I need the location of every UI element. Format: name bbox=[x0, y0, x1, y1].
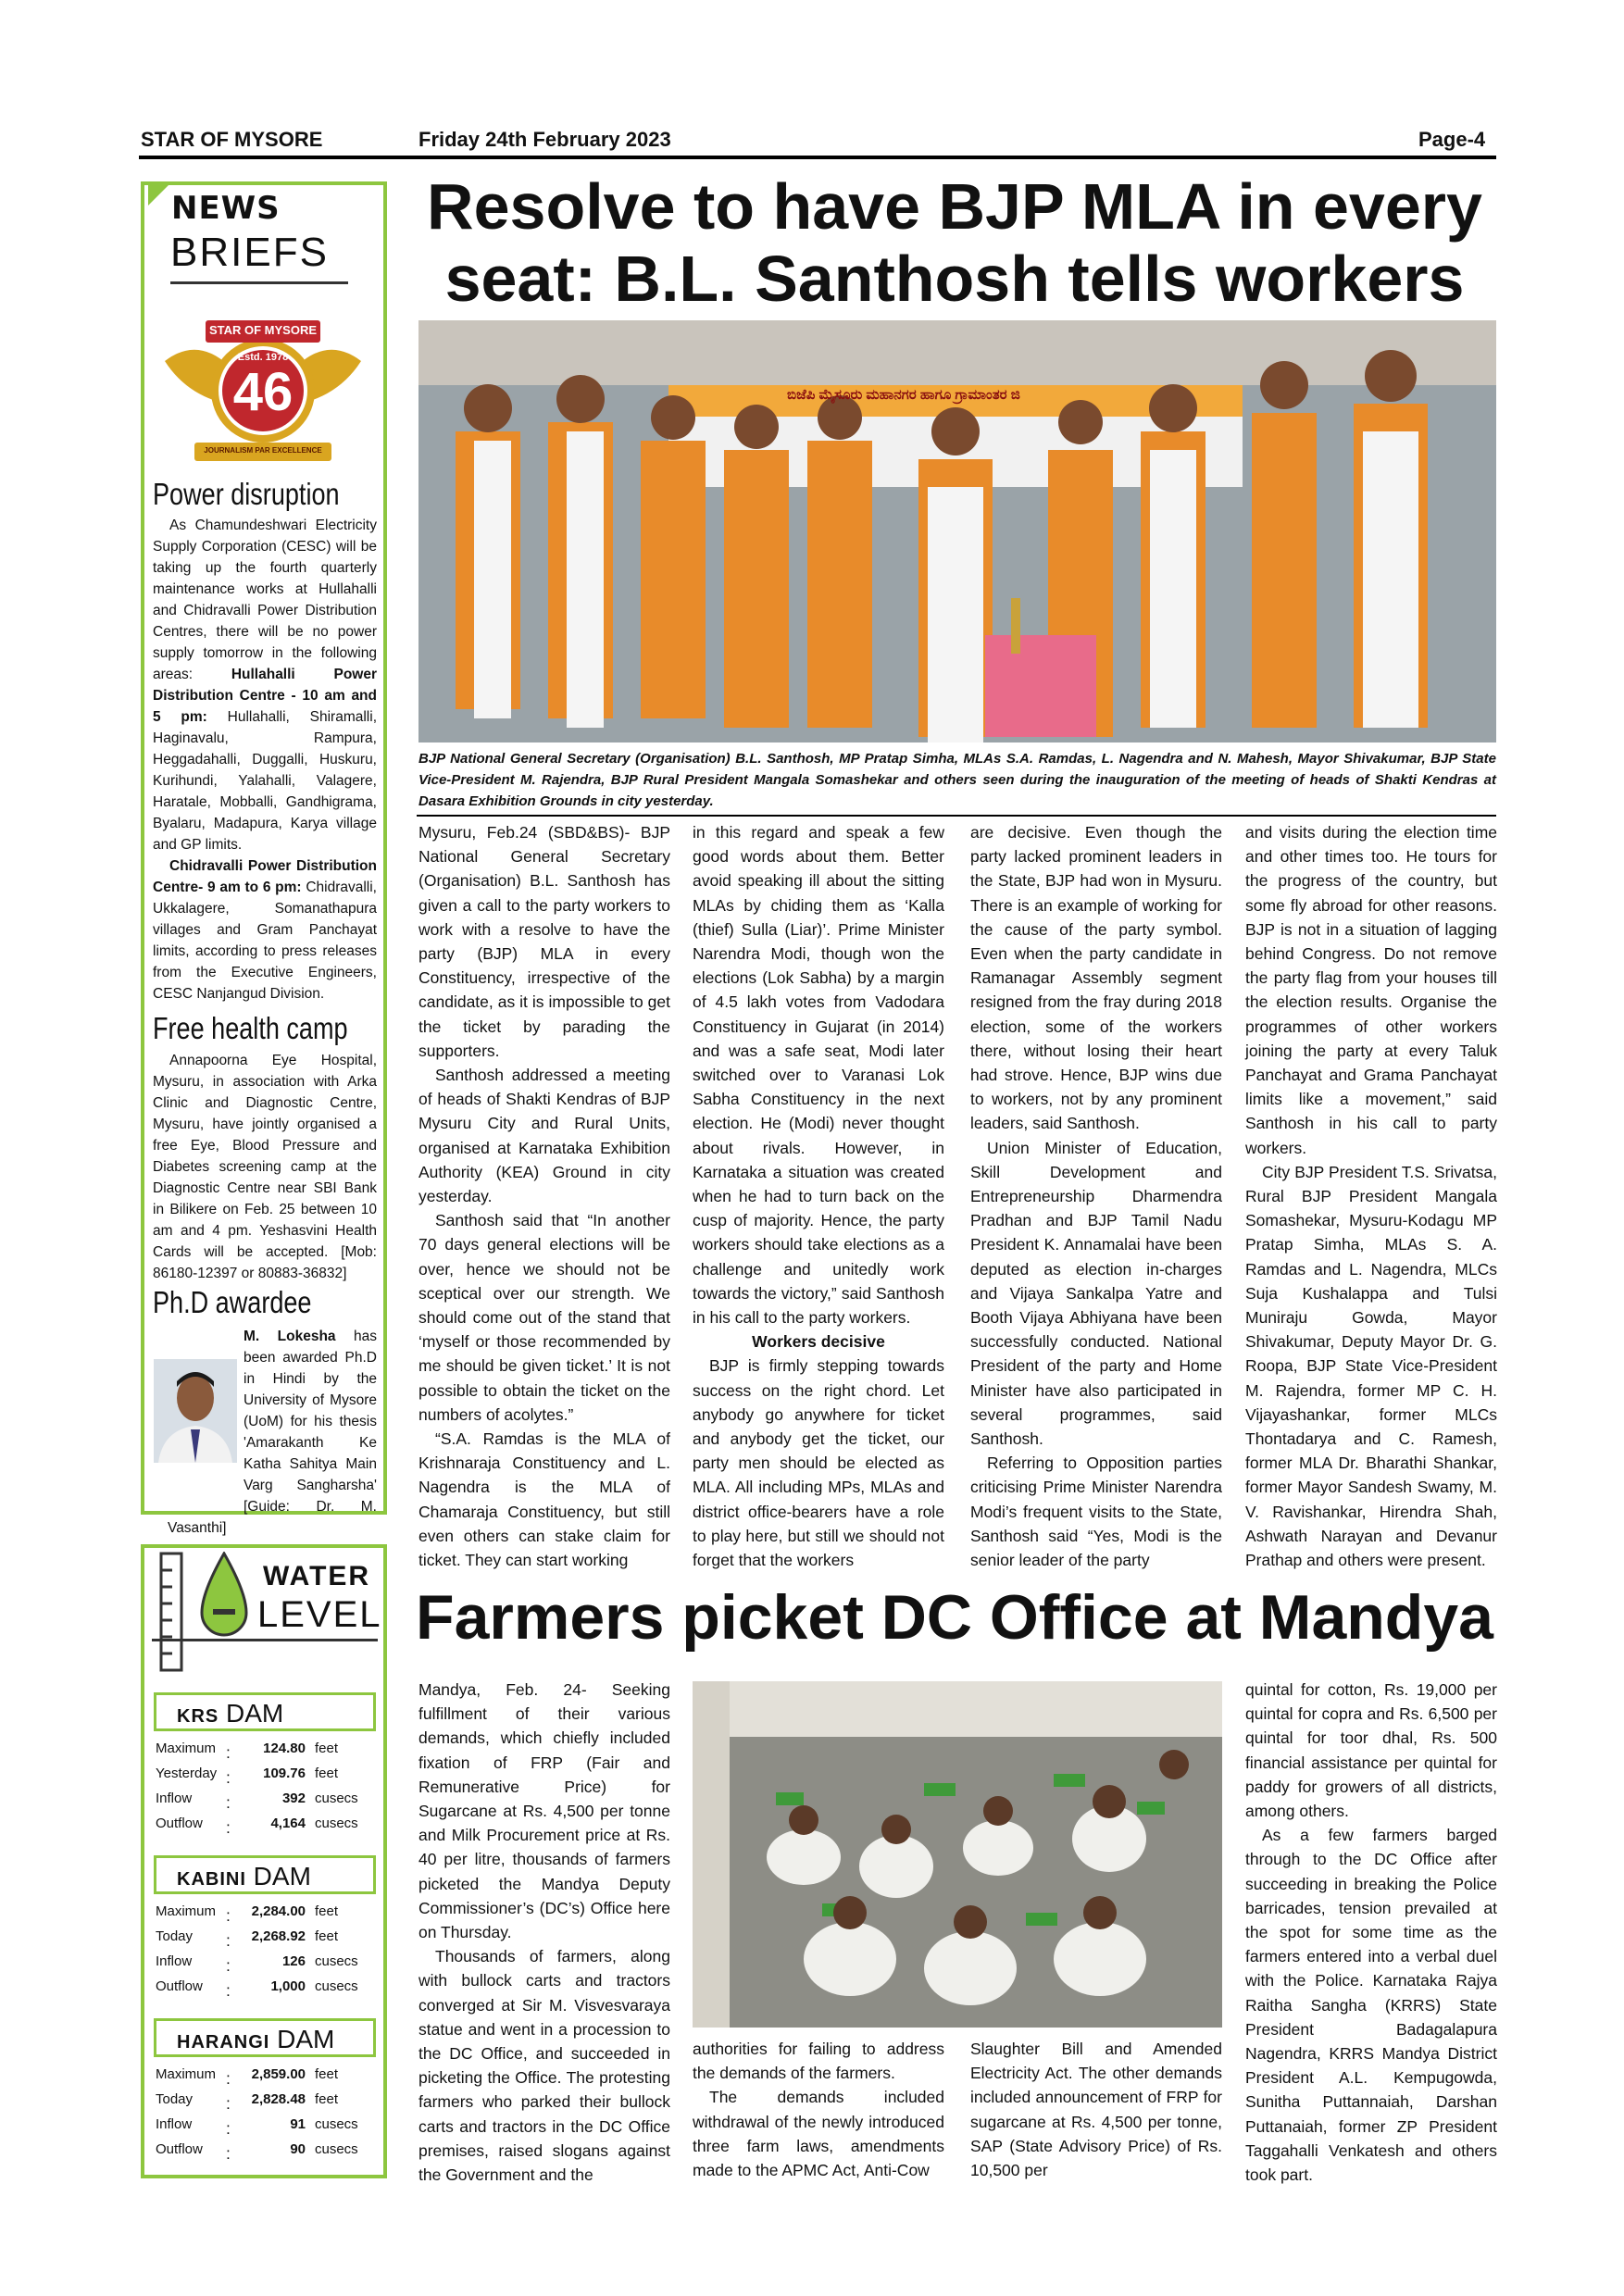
table-row: Yesterday : 109.76 feet bbox=[156, 1766, 339, 1787]
story2-column-2: authorities for failing to address the demands of the farmers. The demands included withdrawal of the newly introduced three farm laws, amendments made to the APMC Act, Anti-Cow bbox=[693, 2040, 944, 2180]
brief-body-phd: M. Lokesha has been awarded Ph.D in Hindi by the University of Mysore (UoM) for his thesis 'Amarakanth Ke Katha Sahitya Main Varg Sangharsha' [Guide: Dr. M. Vasanthi] bbox=[168, 1329, 377, 1536]
brief-heading-health-camp: Free health camp bbox=[153, 1011, 348, 1045]
brief-body-power: As Chamundeshwari Electricity Supply Corporation (CESC) will be taking up the fourth quarterly maintenance works at Hullahalli and Chidravalli Power Distribution Centres, there will be no power supply tomorrow in the following areas: Hullahalli Power Distribution Centre - 10 am and 5 pm: Hullahalli, Shiramalli, Haginavalu, Rampura, Heggadahalli, Duggalli, Huskuru, Kurihundi, Yalahalli, Valagere, Haratale, Mobballi, Gandhigrama, Byalaru, Madapura, Karya village and GP limits. Chidravalli Power Distribution Centre- 9 am to 6 pm: Chidravalli, Ukkalagere, Somanathapura villages and Gram Panchayat limits, according to press releases from the Executive Engineers, CESC Nanjangud Division. bbox=[153, 518, 377, 1002]
page-number: Page-4 bbox=[1418, 128, 1486, 151]
kabini-table bbox=[156, 1903, 378, 2003]
news-briefs-title: NEWS bbox=[171, 190, 281, 227]
farmers-protest-photo bbox=[693, 1681, 1222, 2028]
logo-top-text: STAR OF MYSORE bbox=[208, 323, 318, 337]
brief-heading-power: Power disruption bbox=[153, 477, 340, 511]
banner-text: ಬಿಜೆಪಿ ಮೈಸೂರು ಮಹಾನಗರ ಹಾಗೂ ಗ್ರಾಮಾಂತರ ಜಿ bbox=[787, 387, 1020, 403]
table-row: Outflow : 4,164 cusecs bbox=[156, 1816, 358, 1837]
table-row: Inflow : 392 cusecs bbox=[156, 1791, 358, 1812]
table-row: Outflow : 90 cusecs bbox=[156, 2141, 358, 2163]
story1-headline: Resolve to have BJP MLA in every seat: B.L. Santhosh tells workers bbox=[427, 170, 1482, 315]
story2-column-1: Mandya, Feb. 24- Seeking fulfillment of their various demands, which chiefly included fixation of FRP (Fair and Remunerative Price) for Sugarcane at Rs. 4,500 per tonne and Milk Procurement price at Rs. 40 per litre, thousands of farmers picketed the Mandya Deputy Commissioner’s (DC’s) Office here on Thursday. Thousands of farmers, along with bullock carts and tractors converged at Sir M. Visvesvaraya statue and went in a procession to the DC Office, and succeeded in picketing the Office. The protesting farmers who parked their bullock carts and tractors in the DC Office premises, raised slogans against the Government and the bbox=[418, 1680, 670, 2185]
news-briefs-subtitle: BRIEFS bbox=[170, 230, 329, 275]
table-row: Maximum : 2,284.00 feet bbox=[156, 1903, 339, 1925]
briefs-rule bbox=[170, 281, 348, 284]
table-row: Today : 2,268.92 feet bbox=[156, 1928, 339, 1950]
table-row: Inflow : 126 cusecs bbox=[156, 1953, 358, 1975]
table-row: Today : 2,828.48 feet bbox=[156, 2091, 339, 2113]
subheading-workers-decisive: Workers decisive bbox=[752, 1332, 885, 1352]
logo-motto: JOURNALISM PAR EXCELLENCE bbox=[204, 446, 322, 455]
story1-column-4: and visits during the election time and other times too. He tours for the progress of the country, but some fly abroad for other reasons. BJP is not in a situation of lagging behind Congress. Do not remove the party flag from your houses till the election results. Organise the programmes of other workers joining the party at every Taluk Panchayat and Grama Panchayat limits like a movement,” said Santhosh in his call to party workers. City BJP President T.S. Srivatsa, Rural BJP President Mangala Somashekar, Mysuru-Kodagu MP Pratap Simha, MLAs S. A. Ramdas and L. Nagendra, MLCs Suja Kushalappa and Tulsi Muniraju Gowda, Mayor Shivakumar, Deputy Mayor Dr. G. Roopa, BJP State Vice-President M. Rajendra, former MP C. H. Vijayashankar, former MLCs Thontadarya and C. Ramesh, former MLA Dr. Bharathi Shankar, former Mayor Sandesh Swamy, M. V. Ravishankar, Hirendra Shah, Ashwath Narayan and Devanur Prathap and others were present. bbox=[1245, 823, 1497, 1570]
water-gauge-icon bbox=[154, 1552, 257, 1672]
table-row: Outflow : 1,000 cusecs bbox=[156, 1978, 358, 2000]
caption-rule bbox=[417, 815, 1496, 817]
table-row: Maximum : 2,859.00 feet bbox=[156, 2066, 339, 2088]
logo-number: 46 bbox=[232, 362, 294, 422]
issue-date: Friday 24th February 2023 bbox=[418, 128, 671, 151]
story2-headline: Farmers picket DC Office at Mandya bbox=[416, 1582, 1493, 1653]
corner-triangle-icon bbox=[148, 181, 172, 206]
paper-name: STAR OF MYSORE bbox=[141, 128, 323, 151]
kabini-dam-label: KABINI DAM bbox=[154, 1855, 376, 1894]
water-title: WATER bbox=[263, 1561, 371, 1591]
story1-column-2: in this regard and speak a few good words about them. Better avoid speaking ill about the sitting MLAs by chiding them as ‘Kalla (thief) Sulla (Liar)’. Prime Minister Narendra Modi, though won the elections (Lok Sabha) by a margin of 4.5 lakh votes from Vadodara Constituency in Gujarat (in 2014) and was a safe seat, Modi later switched over to Varanasi Lok Sabha Constituency in the next election. He (Modi) never thought about rivals. However, in Karnataka a situation was created when he had to turn back on the cusp of majority. Hence, the party workers should take elections as a challenge and unitedly work towards the victory,” said Santhosh in his call to the party workers. Workers decisive BJP is firmly stepping towards success on the right chord. Let anybody go anywhere for ticket and anybody get the ticket, our party men should be elected as MLA. All including MPs, MLAs and district office-bearers have a role to play here, but still we should not forget that the workers bbox=[693, 823, 944, 1570]
table-row: Inflow : 91 cusecs bbox=[156, 2116, 358, 2138]
story1-column-1: Mysuru, Feb.24 (SBD&BS)- BJP National General Secretary (Organisation) B.L. Santhosh has given a call to the party workers to work with a resolve to have the party (BJP) MLA in every Constituency, irrespective of the candidate, as it is impossible to get the ticket by parading the supporters. Santhosh addressed a meeting of heads of Shakti Kendras of BJP Mysuru City and Rural Units, organised at Karnataka Exhibition Authority (KEA) Ground in city yesterday. Santhosh said that “In another 70 days general elections will be over, hence we should not be sceptical over our strength. We should come out of the stand that ‘myself or those recommended by me should be given ticket.’ It is not possible to obtain the ticket on the numbers of acolytes.” “S.A. Ramdas is the MLA of Krishnaraja Constituency and L. Nagendra is the MLA of Chamaraja Constituency, but still even others can stake claim for ticket. They can start working bbox=[418, 823, 670, 1570]
bjp-meeting-photo bbox=[418, 320, 1496, 742]
level-title: LEVEL bbox=[257, 1594, 382, 1635]
brief-body-health-camp: Annapoorna Eye Hospital, Mysuru, in association with Arka Clinic and Diagnostic Centre, Mysuru, have jointly organised a free Eye, Blood Pressure and Diabetes screening camp at the Diagnostic Centre near SBI Bank in Bilikere on Feb. 25 between 10 am and 4 pm. Yeshasvini Health Cards will be accepted. [Mob: 86180-12397 or 80883-36832] bbox=[153, 1053, 377, 1281]
star-of-mysore-46-logo bbox=[157, 306, 369, 481]
water-rule bbox=[152, 1639, 378, 1641]
header-rule bbox=[139, 156, 1496, 159]
brief-heading-phd: Ph.D awardee bbox=[153, 1285, 312, 1319]
krs-dam-label: KRS DAM bbox=[154, 1692, 376, 1731]
krs-table bbox=[156, 1741, 378, 1841]
logo-estd-text: Estd. 1978 bbox=[237, 352, 289, 363]
harangi-dam-label: HARANGI DAM bbox=[154, 2018, 376, 2057]
harangi-table bbox=[156, 2066, 378, 2166]
story2-column-4: quintal for cotton, Rs. 19,000 per quintal for copra and Rs. 6,500 per quintal for toor dhal, Rs. 500 financial assistance per quintal for paddy for growers of all districts, among others. As a few farmers barged through to the DC Office after succeeding in breaking the Police barricades, tension prevailed at the spot for some time as the farmers entered into a verbal duel with the Police. Karnataka Rajya Raitha Sangha (KRRS) State President Badagalapura Nagendra, KRRS Mandya District President A.L. Kempugowda, Sunitha Puttannaiah, Darshan Puttanaiah, former ZP President Taggahalli Venkatesh and others took part. bbox=[1245, 1680, 1497, 2185]
photo-caption: BJP National General Secretary (Organisation) B.L. Santhosh, MP Pratap Simha, MLAs S.A. Ramdas, L. Nagendra and N. Mahesh, Mayor Shivakumar, BJP State Vice-President M. Rajendra, BJP Rural President Mangala Somashekar and others seen during the inauguration of the meeting of heads of Shakti Kendras at Dasara Exhibition Grounds in city yesterday. bbox=[418, 751, 1496, 809]
table-row: Maximum : 124.80 feet bbox=[156, 1741, 339, 1762]
story1-column-3: are decisive. Even though the party lacked prominent leaders in the State, BJP had won in Mysuru. There is an example of working for the cause of the party symbol. Even when the party candidate in Ramanagar Assembly segment resigned from the fray during 2018 election, some of the workers there, without losing their heart had strove. Hence, BJP wins due to workers, not by any prominent leaders, said Santhosh. Union Minister of Education, Skill Development and Entrepreneurship Dharmendra Pradhan and BJP Tamil Nadu President K. Annamalai have been deputed as election in-charges and Vijaya Sankalpa Yatre and Booth Vijaya Abhiyana have been successfully conducted. National President of the party and Home Minister have also participated in several programmes, said Santhosh. Referring to Opposition parties criticising Prime Minister Narendra Modi’s frequent visits to the State, Santhosh said “Yes, Modi is the senior leader of the party bbox=[970, 823, 1222, 1570]
story2-column-3: Slaughter Bill and Amended Electricity Act. The other demands included announcement of FRP for sugarcane at Rs. 4,500 per tonne, SAP (State Advisory Price) of Rs. 10,500 per bbox=[970, 2040, 1222, 2180]
